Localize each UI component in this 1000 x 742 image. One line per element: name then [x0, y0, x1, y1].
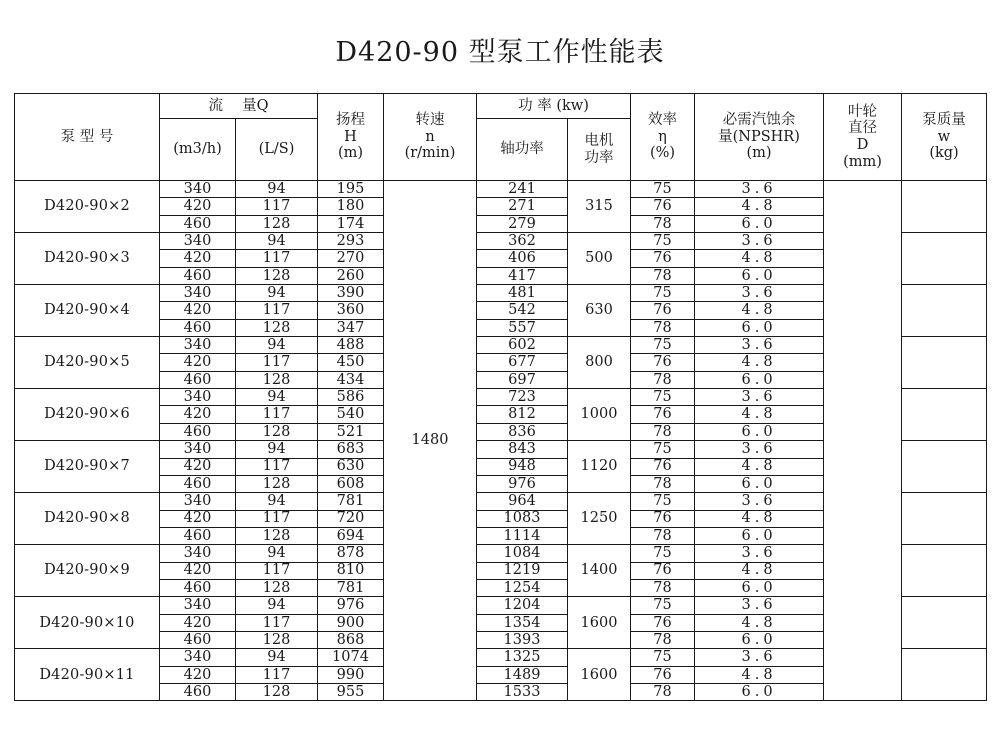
shaft-power-cell: 1489 — [477, 666, 568, 683]
npshr-cell: 4.8 — [695, 666, 824, 683]
flow-m3h-cell: 460 — [160, 475, 236, 492]
shaft-power-cell: 557 — [477, 319, 568, 336]
header-mass-line1: 泵质量 — [922, 111, 966, 128]
header-head — [318, 94, 384, 181]
efficiency-cell: 75 — [631, 441, 695, 458]
shaft-power-cell: 1354 — [477, 614, 568, 631]
header-npsh-line1: 必需汽蚀余 — [722, 111, 796, 128]
header-eff-line3: (%) — [649, 145, 676, 162]
header-eff-line1: 效率 — [648, 111, 678, 128]
flow-m3h-cell: 340 — [160, 181, 236, 198]
head-cell: 878 — [318, 545, 384, 562]
npshr-cell: 3.6 — [695, 597, 824, 614]
header-eff-line2: η — [658, 128, 667, 145]
npshr-cell: 4.8 — [695, 250, 824, 267]
flow-ls-cell: 128 — [236, 683, 318, 700]
npshr-cell: 3.6 — [695, 285, 824, 302]
flow-ls-cell: 94 — [236, 337, 318, 354]
header-npsh-line3: (m) — [746, 145, 772, 162]
model-name: D420-90×6 — [15, 389, 160, 441]
flow-ls-cell: 117 — [236, 198, 318, 215]
flow-m3h-cell: 460 — [160, 423, 236, 440]
flow-ls-cell: 117 — [236, 614, 318, 631]
shaft-power-cell: 976 — [477, 475, 568, 492]
mass-cell — [902, 389, 987, 441]
shaft-power-cell: 271 — [477, 198, 568, 215]
model-name: D420-90×2 — [15, 181, 160, 233]
flow-m3h-cell: 420 — [160, 458, 236, 475]
header-npsh-line2: 量(NPSHR) — [718, 128, 800, 145]
header-speed-line1: 转速 — [415, 111, 445, 128]
efficiency-cell: 78 — [631, 631, 695, 648]
efficiency-cell: 76 — [631, 250, 695, 267]
flow-m3h-cell: 460 — [160, 267, 236, 284]
npshr-cell: 6.0 — [695, 371, 824, 388]
efficiency-cell: 76 — [631, 302, 695, 319]
shaft-power-cell: 241 — [477, 181, 568, 198]
npshr-cell: 3.6 — [695, 389, 824, 406]
header-speed — [384, 94, 477, 181]
header-efficiency — [631, 94, 695, 181]
npshr-cell: 6.0 — [695, 631, 824, 648]
flow-ls-cell: 128 — [236, 631, 318, 648]
model-name: D420-90×7 — [15, 441, 160, 493]
shaft-power-cell: 1393 — [477, 631, 568, 648]
shaft-power-cell: 417 — [477, 267, 568, 284]
mass-cell — [902, 233, 987, 285]
header-mass-line3: (kg) — [929, 145, 959, 162]
head-cell: 270 — [318, 250, 384, 267]
head-cell: 720 — [318, 510, 384, 527]
efficiency-cell: 78 — [631, 267, 695, 284]
efficiency-cell: 76 — [631, 354, 695, 371]
flow-ls-cell: 94 — [236, 233, 318, 250]
motor-power-cell: 500 — [568, 233, 631, 285]
mass-cell — [902, 181, 987, 233]
shaft-power-cell: 948 — [477, 458, 568, 475]
flow-m3h-cell: 460 — [160, 579, 236, 596]
flow-m3h-cell: 420 — [160, 510, 236, 527]
head-cell: 180 — [318, 198, 384, 215]
motor-power-cell: 1000 — [568, 389, 631, 441]
efficiency-cell: 75 — [631, 233, 695, 250]
flow-m3h-cell: 460 — [160, 683, 236, 700]
flow-ls-cell: 128 — [236, 267, 318, 284]
page-title: D420-90 型泵工作性能表 — [335, 37, 665, 68]
npshr-cell: 4.8 — [695, 510, 824, 527]
flow-m3h-cell: 460 — [160, 215, 236, 232]
efficiency-cell: 76 — [631, 562, 695, 579]
npshr-cell: 4.8 — [695, 198, 824, 215]
head-cell: 488 — [318, 337, 384, 354]
table-body — [15, 181, 987, 701]
model-name: D420-90×10 — [15, 597, 160, 649]
npshr-cell: 6.0 — [695, 527, 824, 544]
flow-m3h-cell: 340 — [160, 233, 236, 250]
mass-cell — [902, 441, 987, 493]
flow-m3h-cell: 340 — [160, 545, 236, 562]
npshr-cell: 4.8 — [695, 562, 824, 579]
npshr-cell: 4.8 — [695, 406, 824, 423]
motor-power-cell: 1120 — [568, 441, 631, 493]
header-speed-line3: (r/min) — [404, 145, 456, 162]
flow-m3h-cell: 460 — [160, 631, 236, 648]
flow-m3h-cell: 340 — [160, 441, 236, 458]
header-model: 泵 型 号 — [15, 94, 160, 181]
mass-cell — [902, 337, 987, 389]
npshr-cell: 4.8 — [695, 302, 824, 319]
head-cell: 347 — [318, 319, 384, 336]
flow-m3h-cell: 420 — [160, 198, 236, 215]
head-cell: 390 — [318, 285, 384, 302]
header-impeller-line1: 叶轮 — [848, 103, 878, 120]
efficiency-cell: 76 — [631, 614, 695, 631]
header-impeller — [824, 94, 902, 181]
efficiency-cell: 76 — [631, 666, 695, 683]
efficiency-cell: 75 — [631, 493, 695, 510]
head-cell: 955 — [318, 683, 384, 700]
efficiency-cell: 75 — [631, 337, 695, 354]
efficiency-cell: 76 — [631, 406, 695, 423]
model-name: D420-90×5 — [15, 337, 160, 389]
head-cell: 434 — [318, 371, 384, 388]
motor-power-cell: 800 — [568, 337, 631, 389]
head-cell: 630 — [318, 458, 384, 475]
head-cell: 360 — [318, 302, 384, 319]
header-impeller-line2: 直径 — [848, 120, 878, 137]
efficiency-cell: 76 — [631, 458, 695, 475]
motor-power-cell: 1600 — [568, 597, 631, 649]
shaft-power-cell: 1084 — [477, 545, 568, 562]
header-mass-line2: w — [937, 128, 951, 145]
flow-ls-cell: 94 — [236, 441, 318, 458]
head-cell: 810 — [318, 562, 384, 579]
efficiency-cell: 78 — [631, 475, 695, 492]
efficiency-cell: 78 — [631, 683, 695, 700]
flow-ls-cell: 128 — [236, 371, 318, 388]
model-name: D420-90×3 — [15, 233, 160, 285]
shaft-power-cell: 1114 — [477, 527, 568, 544]
flow-ls-cell: 117 — [236, 302, 318, 319]
flow-ls-cell: 94 — [236, 285, 318, 302]
header-shaft-power: 轴功率 — [477, 119, 568, 181]
shaft-power-cell: 1219 — [477, 562, 568, 579]
efficiency-cell: 75 — [631, 649, 695, 666]
npshr-cell: 6.0 — [695, 683, 824, 700]
npshr-cell: 3.6 — [695, 181, 824, 198]
efficiency-cell: 75 — [631, 545, 695, 562]
head-cell: 586 — [318, 389, 384, 406]
efficiency-cell: 78 — [631, 527, 695, 544]
shaft-power-cell: 279 — [477, 215, 568, 232]
mass-cell — [902, 545, 987, 597]
header-head-line2: H — [344, 128, 357, 145]
flow-ls-cell: 117 — [236, 250, 318, 267]
head-cell: 868 — [318, 631, 384, 648]
npshr-cell: 6.0 — [695, 423, 824, 440]
shaft-power-cell: 362 — [477, 233, 568, 250]
efficiency-cell: 76 — [631, 198, 695, 215]
efficiency-cell: 78 — [631, 423, 695, 440]
flow-m3h-cell: 340 — [160, 337, 236, 354]
shaft-power-cell: 812 — [477, 406, 568, 423]
flow-ls-cell: 94 — [236, 649, 318, 666]
efficiency-cell: 78 — [631, 319, 695, 336]
shaft-power-cell: 1533 — [477, 683, 568, 700]
mass-cell — [902, 493, 987, 545]
flow-ls-cell: 94 — [236, 493, 318, 510]
flow-m3h-cell: 340 — [160, 389, 236, 406]
flow-m3h-cell: 420 — [160, 562, 236, 579]
head-cell: 694 — [318, 527, 384, 544]
flow-ls-cell: 94 — [236, 181, 318, 198]
flow-ls-cell: 94 — [236, 389, 318, 406]
flow-m3h-cell: 340 — [160, 649, 236, 666]
shaft-power-cell: 843 — [477, 441, 568, 458]
flow-ls-cell: 128 — [236, 215, 318, 232]
shaft-power-cell: 406 — [477, 250, 568, 267]
model-name: D420-90×8 — [15, 493, 160, 545]
flow-m3h-cell: 420 — [160, 250, 236, 267]
flow-m3h-cell: 460 — [160, 371, 236, 388]
shaft-power-cell: 602 — [477, 337, 568, 354]
shaft-power-cell: 723 — [477, 389, 568, 406]
npshr-cell: 3.6 — [695, 337, 824, 354]
head-cell: 1074 — [318, 649, 384, 666]
mass-cell — [902, 597, 987, 649]
flow-ls-cell: 117 — [236, 354, 318, 371]
head-cell: 260 — [318, 267, 384, 284]
efficiency-cell: 76 — [631, 510, 695, 527]
impeller-cell — [824, 181, 902, 701]
npshr-cell: 4.8 — [695, 614, 824, 631]
header-head-line3: (m) — [337, 145, 364, 162]
header-speed-line2: n — [425, 128, 435, 145]
header-motor-line1: 电机 — [584, 132, 614, 149]
efficiency-cell: 78 — [631, 215, 695, 232]
table-row — [15, 181, 987, 198]
shaft-power-cell: 1325 — [477, 649, 568, 666]
flow-ls-cell: 128 — [236, 423, 318, 440]
flow-ls-cell: 128 — [236, 579, 318, 596]
npshr-cell: 4.8 — [695, 354, 824, 371]
shaft-power-cell: 542 — [477, 302, 568, 319]
header-impeller-line4: (mm) — [843, 153, 882, 170]
header-power: 功 率 (kw) — [477, 94, 631, 119]
npshr-cell: 3.6 — [695, 493, 824, 510]
performance-table — [14, 93, 987, 701]
flow-m3h-cell: 420 — [160, 406, 236, 423]
shaft-power-cell: 836 — [477, 423, 568, 440]
flow-ls-cell: 128 — [236, 319, 318, 336]
flow-ls-cell: 94 — [236, 597, 318, 614]
npshr-cell: 3.6 — [695, 545, 824, 562]
npshr-cell: 6.0 — [695, 319, 824, 336]
efficiency-cell: 75 — [631, 389, 695, 406]
head-cell: 976 — [318, 597, 384, 614]
npshr-cell: 6.0 — [695, 579, 824, 596]
flow-ls-cell: 117 — [236, 562, 318, 579]
head-cell: 521 — [318, 423, 384, 440]
header-npshr — [695, 94, 824, 181]
efficiency-cell: 75 — [631, 285, 695, 302]
motor-power-cell: 1250 — [568, 493, 631, 545]
efficiency-cell: 75 — [631, 597, 695, 614]
model-name: D420-90×4 — [15, 285, 160, 337]
speed-cell: 1480 — [384, 181, 477, 701]
flow-m3h-cell: 460 — [160, 319, 236, 336]
head-cell: 781 — [318, 493, 384, 510]
mass-cell — [902, 649, 987, 701]
efficiency-cell: 78 — [631, 579, 695, 596]
model-name: D420-90×9 — [15, 545, 160, 597]
motor-power-cell: 630 — [568, 285, 631, 337]
flow-ls-cell: 117 — [236, 406, 318, 423]
npshr-cell: 6.0 — [695, 215, 824, 232]
npshr-cell: 3.6 — [695, 441, 824, 458]
flow-m3h-cell: 420 — [160, 302, 236, 319]
head-cell: 174 — [318, 215, 384, 232]
shaft-power-cell: 677 — [477, 354, 568, 371]
shaft-power-cell: 1204 — [477, 597, 568, 614]
header-flow-ls: (L/S) — [236, 119, 318, 181]
motor-power-cell: 315 — [568, 181, 631, 233]
head-cell: 900 — [318, 614, 384, 631]
model-name: D420-90×11 — [15, 649, 160, 701]
head-cell: 450 — [318, 354, 384, 371]
flow-ls-cell: 94 — [236, 545, 318, 562]
head-cell: 683 — [318, 441, 384, 458]
npshr-cell: 6.0 — [695, 475, 824, 492]
motor-power-cell: 1600 — [568, 649, 631, 701]
header-flow-m3h: (m3/h) — [160, 119, 236, 181]
head-cell: 195 — [318, 181, 384, 198]
flow-ls-cell: 117 — [236, 666, 318, 683]
flow-m3h-cell: 340 — [160, 597, 236, 614]
flow-ls-cell: 128 — [236, 527, 318, 544]
motor-power-cell: 1400 — [568, 545, 631, 597]
shaft-power-cell: 1254 — [477, 579, 568, 596]
npshr-cell: 6.0 — [695, 267, 824, 284]
header-mass — [902, 94, 987, 181]
head-cell: 608 — [318, 475, 384, 492]
shaft-power-cell: 1083 — [477, 510, 568, 527]
flow-ls-cell: 128 — [236, 475, 318, 492]
efficiency-cell: 78 — [631, 371, 695, 388]
flow-m3h-cell: 460 — [160, 527, 236, 544]
head-cell: 781 — [318, 579, 384, 596]
head-cell: 293 — [318, 233, 384, 250]
npshr-cell: 4.8 — [695, 458, 824, 475]
head-cell: 540 — [318, 406, 384, 423]
header-motor-power — [568, 119, 631, 181]
head-cell: 990 — [318, 666, 384, 683]
npshr-cell: 3.6 — [695, 649, 824, 666]
flow-m3h-cell: 420 — [160, 354, 236, 371]
flow-m3h-cell: 340 — [160, 493, 236, 510]
flow-m3h-cell: 340 — [160, 285, 236, 302]
mass-cell — [902, 285, 987, 337]
shaft-power-cell: 697 — [477, 371, 568, 388]
shaft-power-cell: 964 — [477, 493, 568, 510]
npshr-cell: 3.6 — [695, 233, 824, 250]
header-impeller-line3: D — [856, 137, 869, 153]
flow-ls-cell: 117 — [236, 510, 318, 527]
header-head-line1: 扬程 — [336, 111, 365, 128]
header-motor-line2: 功率 — [584, 149, 614, 166]
efficiency-cell: 75 — [631, 181, 695, 198]
flow-ls-cell: 117 — [236, 458, 318, 475]
shaft-power-cell: 481 — [477, 285, 568, 302]
flow-m3h-cell: 420 — [160, 666, 236, 683]
flow-m3h-cell: 420 — [160, 614, 236, 631]
header-flow: 流 量Q — [160, 94, 318, 119]
